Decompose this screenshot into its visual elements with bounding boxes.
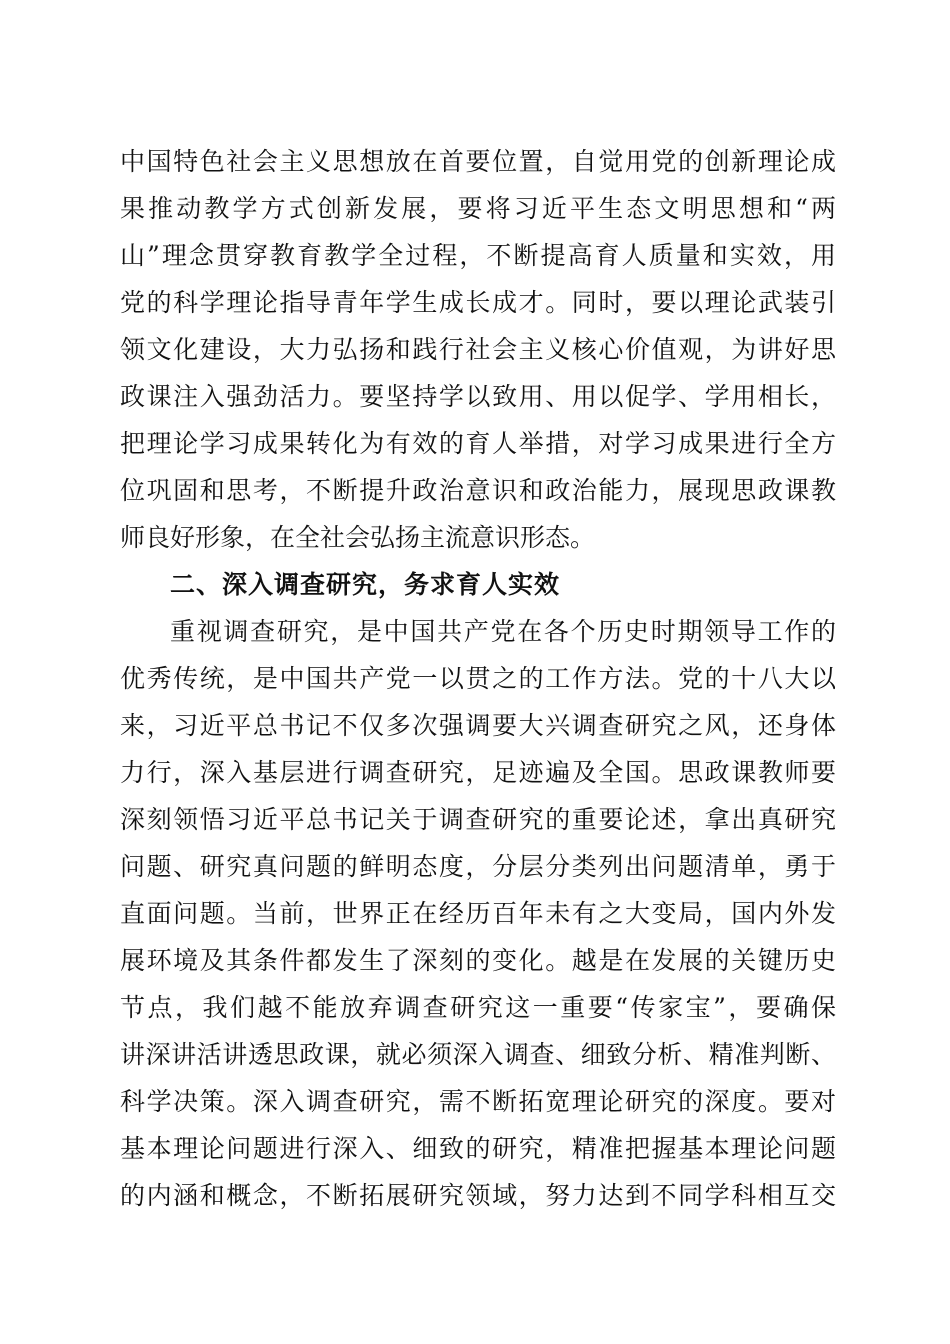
text-line: 师良好形象，在全社会弘扬主流意识形态。	[120, 523, 596, 552]
text-line: 讲深讲活讲透思政课，就必须深入调查、细致分析、精准判断、	[120, 1040, 836, 1069]
text-line: 中国特色社会主义思想放在首要位置，自觉用党的创新理论成	[120, 147, 836, 176]
text-line: 优秀传统，是中国共产党一以贯之的工作方法。党的十八大以	[120, 664, 836, 693]
text-line: 党的科学理论指导青年学生成长成才。同时，要以理论武装引	[120, 288, 836, 317]
text-line: 政课注入强劲活力。要坚持学以致用、用以促学、学用相长，	[120, 382, 836, 411]
text-line: 深刻领悟习近平总书记关于调查研究的重要论述，拿出真研究	[120, 805, 836, 834]
text-line: 问题、研究真问题的鲜明态度，分层分类列出问题清单，勇于	[120, 852, 836, 881]
text-line: 科学决策。深入调查研究，需不断拓宽理论研究的深度。要对	[120, 1087, 836, 1116]
text-line: 的内涵和概念，不断拓展研究领域，努力达到不同学科相互交	[120, 1181, 836, 1210]
section-heading: 二、深入调查研究，务求育人实效	[170, 570, 561, 599]
text-line: 来，习近平总书记不仅多次强调要大兴调查研究之风，还身体	[120, 711, 836, 740]
text-line: 领文化建设，大力弘扬和践行社会主义核心价值观，为讲好思	[120, 335, 836, 364]
text-line: 节点，我们越不能放弃调查研究这一重要“传家宝”，要确保	[120, 993, 836, 1022]
text-line: 基本理论问题进行深入、细致的研究，精准把握基本理论问题	[120, 1134, 836, 1163]
text-line: 把理论学习成果转化为有效的育人举措，对学习成果进行全方	[120, 429, 836, 458]
text-line: 重视调查研究，是中国共产党在各个历史时期领导工作的	[170, 617, 836, 646]
text-line: 位巩固和思考，不断提升政治意识和政治能力，展现思政课教	[120, 476, 836, 505]
text-line: 山”理念贯穿教育教学全过程，不断提高育人质量和实效，用	[120, 241, 836, 270]
text-line: 果推动教学方式创新发展，要将习近平生态文明思想和“两	[120, 194, 836, 223]
text-line: 直面问题。当前，世界正在经历百年未有之大变局，国内外发	[120, 899, 836, 928]
text-line: 力行，深入基层进行调查研究，足迹遍及全国。思政课教师要	[120, 758, 836, 787]
text-line: 展环境及其条件都发生了深刻的变化。越是在发展的关键历史	[120, 946, 836, 975]
